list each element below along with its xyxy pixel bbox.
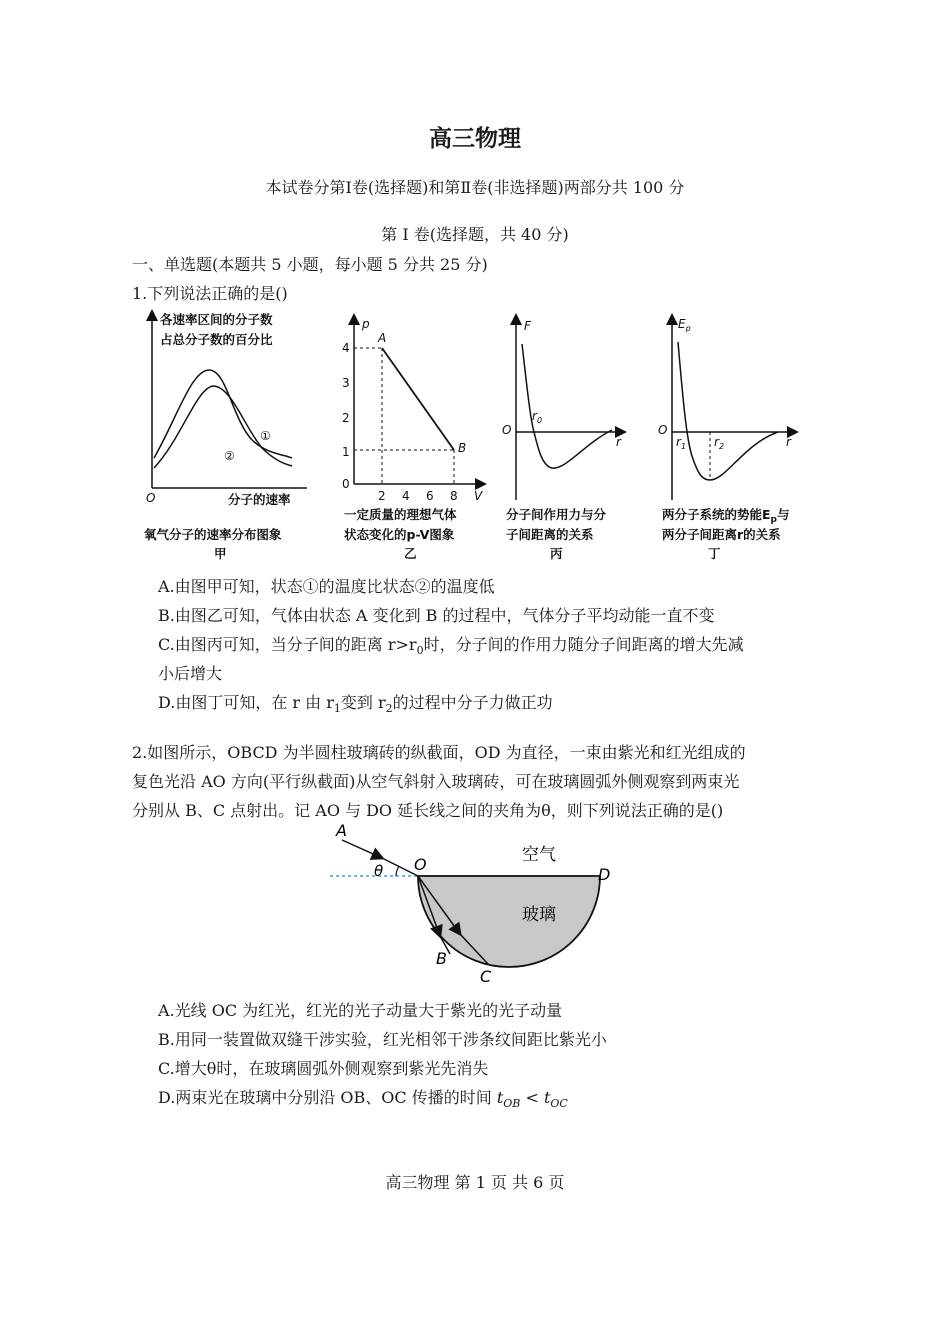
q1-option-c-cont: 小后增大 [158, 664, 223, 683]
q1-option-b: B.由图乙可知，气体由状态 A 变化到 B 的过程中，气体分子平均动能一直不变 [158, 606, 715, 625]
q2-option-a: A.光线 OC 为红光，红光的光子动量大于紫光的光子动量 [158, 1001, 563, 1020]
ding-caption-2: 两分子间距离r的关系 [662, 527, 781, 542]
bing-origin: O [502, 423, 512, 437]
yi-process-line [382, 348, 454, 450]
question-2-stem-3: 分别从 B、C 点射出。记 AO 与 DO 延长线之间的夹角为θ，则下列说法正确的是() [132, 801, 724, 820]
bing-r0: $r_0$ [532, 409, 543, 425]
jia-ylabel-1: 各速率区间的分子数 [160, 312, 273, 327]
yi-ytick-4: 4 [342, 341, 350, 355]
yi-ytick-2: 2 [342, 411, 350, 425]
ding-energy-curve [678, 342, 778, 480]
jia-caption-2: 甲 [214, 546, 227, 561]
label-theta: θ [374, 862, 384, 880]
q1-option-c: C.由图丙可知，当分子间的距离 $r>r_0$时，分子间的作用力随分子间距离的增大先减 [158, 635, 744, 658]
exam-subtitle: 本试卷分第Ⅰ卷(选择题)和第Ⅱ卷(非选择题)两部分共 100 分 [265, 178, 685, 197]
yi-point-b: B [458, 441, 467, 455]
question-1-stem: 1.下列说法正确的是() [132, 284, 288, 303]
bing-xlabel: r [616, 435, 621, 449]
figure-ding [658, 316, 796, 561]
bing-caption-1: 分子间作用力与分 [506, 507, 607, 522]
yi-point-a: A [378, 331, 387, 345]
q1-option-d: D.由图丁可知，在 r 由 $r_1$变到 $r_2$的过程中分子力做正功 [158, 693, 553, 716]
label-glass: 玻璃 [522, 905, 556, 925]
yi-xtick-2: 2 [378, 489, 386, 503]
label-d: D [598, 865, 611, 884]
bing-caption-2: 子间距离的关系 [506, 527, 594, 542]
part-heading: 第 I 卷(选择题，共 40 分) [381, 225, 569, 244]
ding-origin: O [658, 423, 668, 437]
incident-ray [382, 858, 418, 876]
jia-curve-2 [154, 370, 292, 458]
jia-origin: O [146, 491, 156, 505]
label-c: C [480, 967, 492, 986]
question-2-stem-1: 2.如图所示，OBCD 为半圆柱玻璃砖的纵截面，OD 为直径，一束由紫光和红光组成的 [132, 743, 746, 762]
ding-ylabel: $E_p$ [678, 317, 691, 333]
q2-option-b: B.用同一装置做双缝干涉实验，红光相邻干涉条纹间距比紫光小 [158, 1030, 607, 1049]
yi-xtick-4: 4 [402, 489, 410, 503]
bing-ylabel: F [524, 319, 531, 333]
figure-yi [342, 316, 484, 561]
figure-jia [144, 312, 307, 561]
page-title: 高三物理 [429, 125, 521, 152]
incident-ray-arrow [342, 840, 382, 858]
yi-xtick-8: 8 [450, 489, 458, 503]
q1-option-a: A.由图甲可知，状态①的温度比状态②的温度低 [158, 577, 495, 596]
q2-figure [330, 818, 630, 990]
ding-caption-3: 丁 [708, 546, 721, 561]
yi-ytick-3: 3 [342, 376, 350, 390]
yi-ylabel: p [362, 317, 370, 331]
yi-ytick-1: 1 [342, 445, 350, 459]
yi-xlabel: V [474, 489, 483, 503]
label-a: A [336, 821, 347, 840]
q2-option-c: C.增大θ时，在玻璃圆弧外侧观察到紫光先消失 [158, 1059, 489, 1078]
q1-figures [132, 308, 832, 570]
bing-force-curve [522, 344, 612, 468]
jia-curve-2-label: ② [224, 449, 235, 463]
yi-caption-2: 状态变化的p-V图象 [344, 527, 455, 542]
ding-caption-1: 两分子系统的势能$E_p$与 [662, 507, 790, 525]
section-heading: 一、单选题(本题共 5 小题，每小题 5 分共 25 分) [132, 255, 488, 274]
jia-ylabel-2: 占总分子数的百分比 [160, 332, 273, 347]
ding-r1: $r_1$ [676, 435, 687, 451]
jia-xlabel: 分子的速率 [228, 492, 291, 507]
jia-curve-1-label: ① [260, 429, 271, 443]
ding-xlabel: r [786, 435, 791, 449]
yi-caption-1: 一定质量的理想气体 [344, 507, 457, 522]
q2-option-d: D.两束光在玻璃中分别沿 OB、OC 传播的时间 $t_{OB} < t_{OC}$ [158, 1088, 568, 1111]
label-o: O [414, 855, 427, 874]
label-b: B [436, 949, 447, 968]
page-footer: 高三物理 第 1 页 共 6 页 [385, 1173, 565, 1192]
label-air: 空气 [522, 845, 556, 865]
yi-xtick-6: 6 [426, 489, 434, 503]
jia-curve-1 [154, 386, 292, 468]
figure-bing [502, 316, 624, 561]
yi-origin: 0 [342, 477, 350, 491]
bing-caption-3: 丙 [550, 546, 563, 561]
yi-caption-3: 乙 [404, 546, 417, 561]
question-2-stem-2: 复色光沿 AO 方向(平行纵截面)从空气斜射入玻璃砖，可在玻璃圆弧外侧观察到两束光 [132, 772, 740, 791]
ding-r2: $r_2$ [714, 435, 725, 451]
jia-caption: 氧气分子的速率分布图象 [144, 527, 282, 542]
